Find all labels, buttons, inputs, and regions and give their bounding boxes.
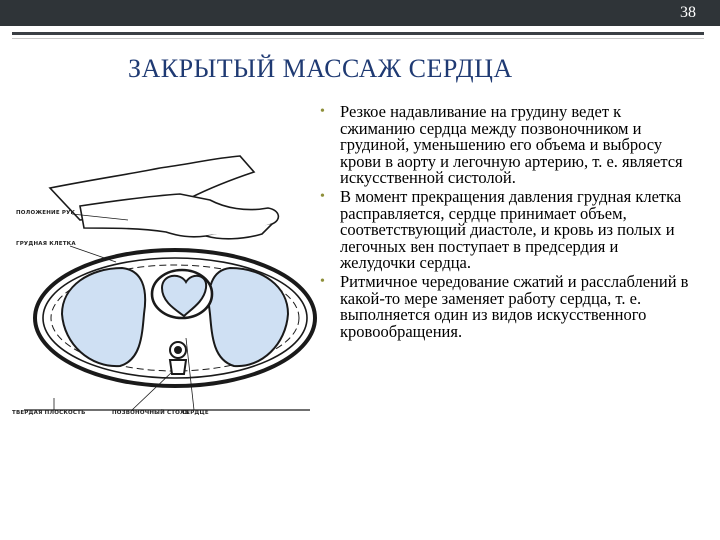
chest-drawing [35, 250, 315, 386]
page-title: ЗАКРЫТЫЙ МАССАЖ СЕРДЦА [128, 54, 513, 83]
heart-drawing [152, 270, 212, 318]
cpr-illustration [10, 128, 332, 428]
bullet-text: Резкое надавливание на грудину ведет к сжиманию сердца между позвоночником и грудиной, уменьшению его объема и выбросу крови в аорту и легочную артерию, т. е. является искусственной систолой. [340, 102, 683, 188]
bullet-text: В момент прекращения давления грудная клетка расправляется, сердце принимает объем, соответствующий диастоле, и кровь из полых и легочных вен поступает в предсердия и желудочки сердца. [340, 186, 682, 273]
bullet-dot-icon: • [320, 104, 325, 119]
bullet-dot-icon: • [320, 273, 325, 289]
label-chest: ГРУДНАЯ КЛЕТКА [16, 241, 76, 247]
header-rule [12, 32, 704, 35]
bullet-list [310, 104, 692, 342]
label-hands-position: ПОЛОЖЕНИЕ РУК [16, 210, 76, 216]
label-heart: СЕРДЦЕ [182, 410, 209, 416]
hands-drawing [50, 156, 278, 239]
header-rule-thin [12, 38, 704, 39]
bullet-item [310, 104, 692, 187]
label-spine: ПОЗВОНОЧНЫЙ СТОЛБ [112, 410, 190, 416]
bullet-dot-icon: • [320, 188, 325, 204]
bullet-text: Ритмичное чередование сжатий и расслаблений в какой-то мере заменяет работу сердца, т. е. выполняется один из видов искусственного кровообращения. [340, 271, 689, 341]
page-number: 38 [680, 4, 696, 21]
label-hard-surface: ТВЕРДАЯ ПЛОСКОСТЬ [12, 410, 86, 416]
bullet-item [310, 186, 692, 273]
top-band [0, 0, 720, 26]
bullet-item [310, 271, 692, 341]
